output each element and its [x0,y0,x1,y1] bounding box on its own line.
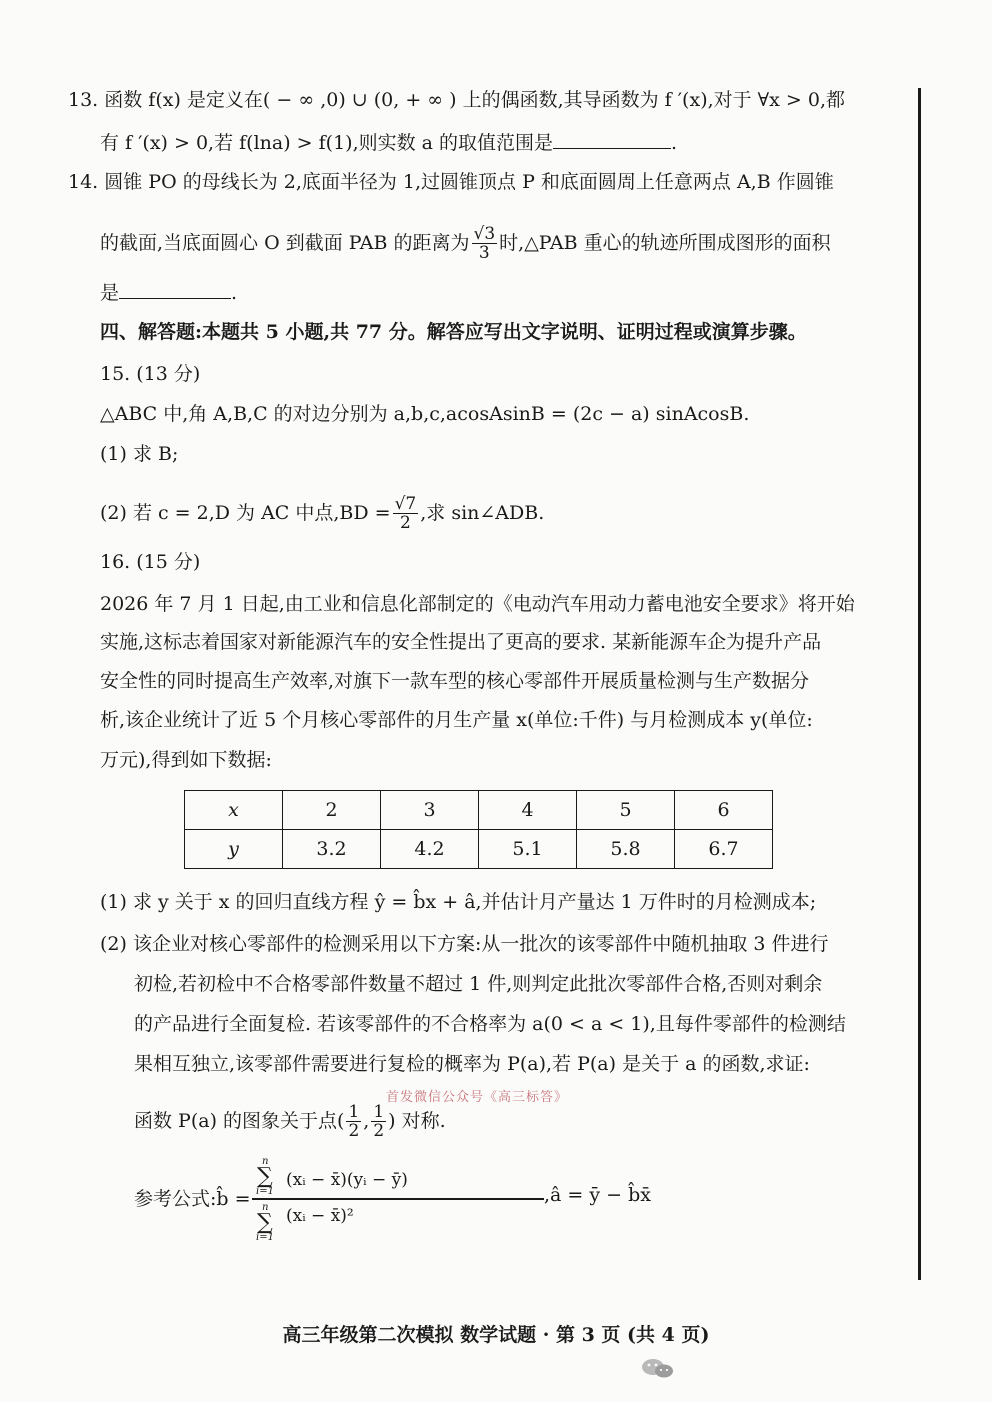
sum-top-1: n [262,1156,269,1167]
wechat-icon [636,1356,682,1380]
table-cell: 4.2 [381,830,479,869]
q13-line1 [68,88,845,112]
table-cell: x [185,791,283,830]
formula-bhat: b̂ = [216,1188,251,1210]
formula-tail: ,â = ȳ − b̂x̄ [544,1184,651,1206]
table-cell: 4 [479,791,577,830]
table-cell: 6.7 [675,830,773,869]
q13-line2 [100,130,677,155]
q14-line1 [68,170,834,194]
q13-end: . [671,132,678,154]
table-cell: 5.1 [479,830,577,869]
formula-label-text: 参考公式: [134,1188,217,1210]
half-num-2: 1 [373,1102,385,1122]
q15-part1: (1) 求 B; [100,443,179,465]
table-row-y [185,830,773,869]
q16-para-3: 安全性的同时提高生产效率,对旗下一款车型的核心零部件开展质量检测与生产数据分 [100,670,810,692]
q14-frac-num: √3 [473,224,496,244]
q13-text-2: 有 f ′(x) > 0,若 f(lna) > f(1),则实数 a 的取值范围是 [100,132,554,154]
formula-fraction-bar [252,1198,544,1200]
q13-text-1: 函数 f(x) 是定义在( − ∞ ,0) ∪ (0, + ∞ ) 上的偶函数,其导函数为 f ′(x),对于 ∀x > 0,都 [104,89,845,111]
q14-line2 [100,226,831,262]
q16-part2-line1: (2) 该企业对核心零部件的检测采用以下方案:从一批次的该零部件中随机抽取 3 件进行 [100,933,829,955]
sum-bottom-1: i=1 [256,1186,274,1197]
q16-comma: , [363,1110,370,1132]
q15-head: 15. (13 分) [100,363,201,385]
q16-part2-line2: 初检,若初检中不合格零部件数量不超过 1 件,则判定此批次零部件合格,否则对剩余 [134,973,823,995]
sigma-symbol-1: ∑ [257,1164,273,1189]
table-cell: y [185,830,283,869]
q15-frac-den: 2 [399,513,411,533]
margin-rule [918,88,921,1280]
sum-top-2: n [262,1202,269,1213]
half-den-1: 2 [348,1121,360,1141]
half-fraction-1 [346,1104,361,1140]
q16-part2-line4: 果相互独立,该零部件需要进行复检的概率为 P(a),若 P(a) 是关于 a 的函数,求证: [134,1053,810,1075]
table-cell: 5 [577,791,675,830]
section-heading: 四、解答题:本题共 5 小题,共 77 分。解答应写出文字说明、证明过程或演算步骤。 [100,321,807,343]
q16-para-4: 析,该企业统计了近 5 个月核心零部件的月生产量 x(单位:千件) 与月检测成本 y(单位: [100,709,813,731]
formula-label [134,1184,251,1211]
q15-part2-a: (2) 若 c = 2,D 为 AC 中点,BD = [100,502,391,524]
q16-para-5: 万元),得到如下数据: [100,749,272,771]
data-table [184,790,773,869]
q16-part2-line3: 的产品进行全面复检. 若该零部件的不合格率为 a(0 < a < 1),且每件零部件的检测结 [134,1013,846,1035]
q16-part1: (1) 求 y 关于 x 的回归直线方程 ŷ = b̂x + â,并估计月产量达 1 万件时的月检测成本; [100,891,817,913]
q14-text-2b: 时,△PAB 重心的轨迹所围成图形的面积 [499,232,831,254]
q14-frac-den: 3 [478,243,490,263]
table-cell: 5.8 [577,830,675,869]
q16-part2-line5 [134,1104,446,1140]
q15-fraction [393,496,419,532]
q16-para-2: 实施,这标志着国家对新能源汽车的安全性提出了更高的要求. 某新能源车企为提升产品 [100,631,822,653]
q15-part2 [100,496,544,532]
q13-number: 13. [68,89,99,111]
q14-answer-blank[interactable] [119,280,231,299]
half-fraction-2 [371,1104,386,1140]
q14-number: 14. [68,171,99,193]
table-row-x [185,791,773,830]
half-num-1: 1 [348,1102,360,1122]
table-cell: 3.2 [283,830,381,869]
q14-line3 [100,280,237,305]
q14-text-2a: 的截面,当底面圆心 O 到截面 PAB 的距离为 [100,232,470,254]
q16-head: 16. (15 分) [100,551,201,573]
q15-stem: △ABC 中,角 A,B,C 的对边分别为 a,b,c,acosAsinB = (2c − a) sinAcosB. [100,403,750,425]
q13-answer-blank[interactable] [553,130,671,149]
table-cell: 2 [283,791,381,830]
q15-part2-b: ,求 sin∠ADB. [420,502,545,524]
q14-text-1: 圆锥 PO 的母线长为 2,底面半径为 1,过圆锥顶点 P 和底面圆周上任意两点 A,B 作圆锥 [104,171,834,193]
q14-end: . [231,282,238,304]
formula-numerator: (xᵢ − x̄)(yᵢ − ȳ) [286,1170,408,1190]
formula-denominator: (xᵢ − x̄)² [286,1206,354,1226]
q16-para-1: 2026 年 7 月 1 日起,由工业和信息化部制定的《电动汽车用动力蓄电池安全要求》将开始 [100,593,855,615]
q14-fraction [472,226,498,262]
table-cell: 3 [381,791,479,830]
q15-frac-num: √7 [394,494,417,514]
q16-part2-line5-b: ) 对称. [388,1110,446,1132]
page-footer: 高三年级第二次模拟 数学试题 · 第 3 页 (共 4 页) [282,1324,710,1346]
table-cell: 6 [675,791,773,830]
q16-part2-line5-a: 函数 P(a) 的图象关于点( [134,1110,345,1132]
sigma-symbol-2: ∑ [257,1210,273,1235]
half-den-2: 2 [373,1121,385,1141]
sum-bottom-2: i=1 [256,1232,274,1243]
watermark-text: 首发微信公众号《高三标答》 [386,1090,569,1105]
q14-text-3: 是 [100,282,120,304]
